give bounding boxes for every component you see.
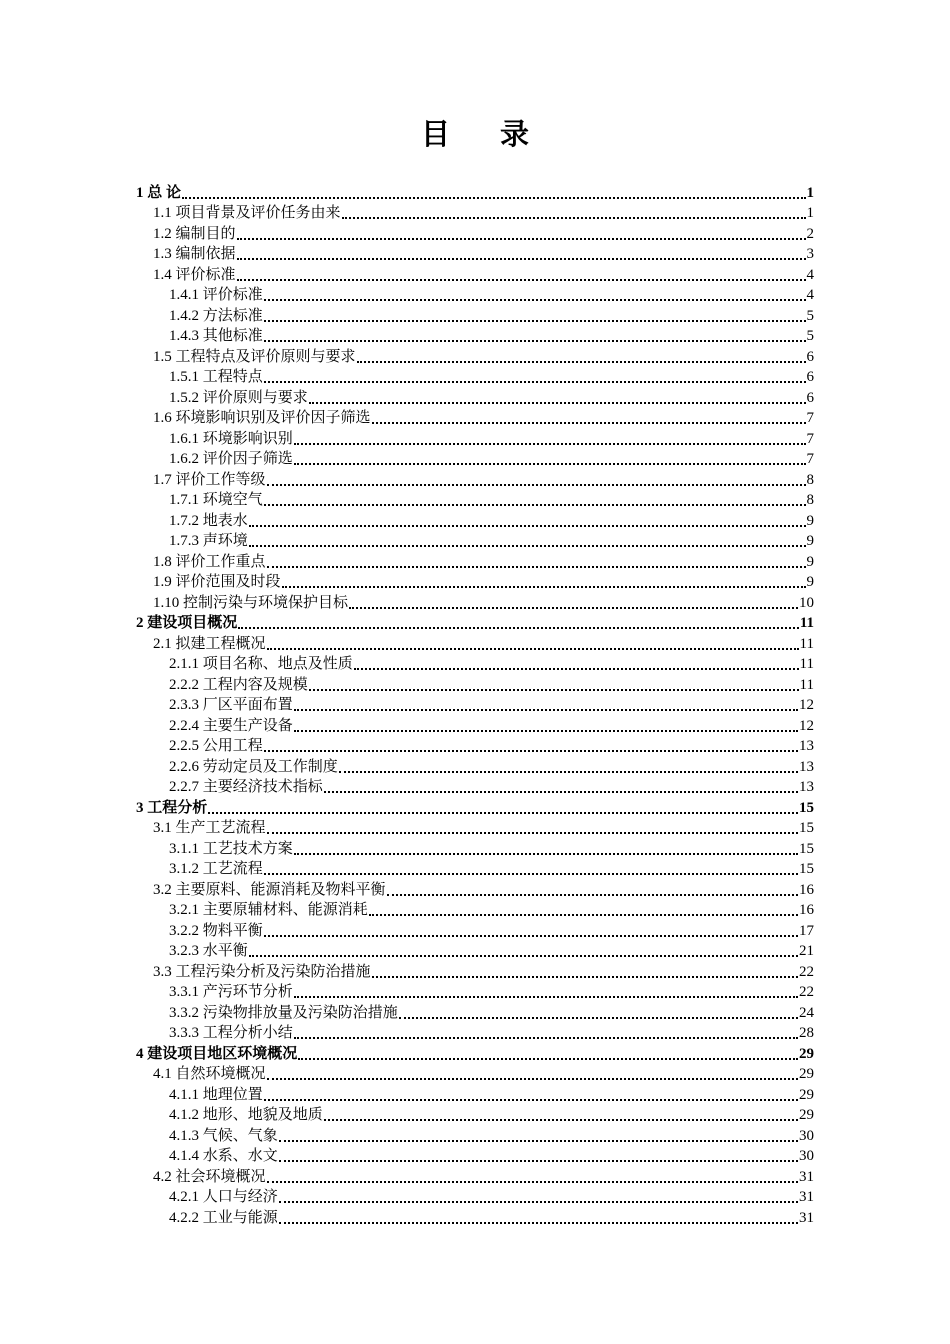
toc-entry-page: 8: [806, 492, 814, 508]
toc-entry-label: 1.4 评价标准: [153, 266, 236, 283]
toc-entry-page: 9: [806, 553, 814, 570]
toc-entry-page: 1: [806, 205, 814, 221]
toc-entry[interactable]: [136, 469, 814, 490]
toc-entry-label: 4 建设项目地区环境概况: [136, 1045, 298, 1062]
toc-entry-page: 29: [799, 1086, 814, 1103]
toc-entry-page: 31: [799, 1209, 814, 1226]
toc-entry-page: 13: [799, 758, 814, 775]
toc-entry-page: 31: [799, 1189, 814, 1205]
toc-entry-label: 3.3 工程污染分析及污染防治措施: [153, 963, 371, 980]
toc-leader-dots: [267, 1181, 798, 1183]
toc-entry-page: 15: [799, 861, 814, 877]
toc-entry-page: 3: [806, 246, 814, 262]
toc-entry-page: 29: [799, 1045, 814, 1062]
toc-entry-page: 10: [799, 594, 814, 611]
table-of-contents: [136, 182, 814, 1228]
toc-leader-dots: [264, 320, 806, 322]
toc-leader-dots: [237, 258, 806, 260]
toc-entry-page: 24: [799, 1004, 814, 1021]
toc-entry[interactable]: [136, 510, 814, 531]
toc-entry-label: 3.3.3 工程分析小结: [169, 1025, 293, 1041]
toc-entry-page: 12: [799, 717, 814, 734]
toc-leader-dots: [372, 976, 798, 978]
toc-entry-label: 1.6.2 评价因子筛选: [169, 451, 293, 467]
toc-entry[interactable]: [136, 1002, 814, 1023]
toc-entry[interactable]: [136, 285, 814, 306]
toc-entry-page: 30: [799, 1127, 814, 1144]
toc-entry-label: 3.3.2 污染物排放量及污染防治措施: [169, 1004, 398, 1021]
toc-leader-dots: [249, 545, 806, 547]
toc-entry-label: 1.6.1 环境影响识别: [169, 430, 293, 447]
toc-leader-dots: [279, 1140, 798, 1142]
toc-leader-dots: [282, 586, 806, 588]
toc-entry-page: 4: [806, 266, 814, 283]
toc-entry[interactable]: [136, 531, 814, 552]
toc-entry[interactable]: [136, 551, 814, 572]
page-title: 目 录: [420, 117, 550, 151]
toc-entry[interactable]: [136, 408, 814, 429]
toc-entry-page: 29: [799, 1066, 814, 1082]
toc-leader-dots: [267, 484, 806, 486]
toc-entry-label: 1 总 论: [136, 184, 182, 201]
toc-entry-label: 4.2.2 工业与能源: [169, 1209, 278, 1226]
toc-entry[interactable]: [136, 305, 814, 326]
toc-entry-label: 3.1.1 工艺技术方案: [169, 840, 293, 857]
toc-leader-dots: [294, 730, 798, 732]
toc-leader-dots: [264, 504, 806, 506]
toc-entry[interactable]: [136, 879, 814, 900]
toc-entry-label: 1.2 编制目的: [153, 225, 236, 242]
toc-entry-page: 7: [806, 451, 814, 467]
toc-entry-label: 3.2.2 物料平衡: [169, 922, 263, 939]
toc-entry[interactable]: [136, 736, 814, 757]
toc-leader-dots: [182, 197, 805, 199]
toc-entry[interactable]: [136, 777, 814, 798]
toc-leader-dots: [342, 217, 806, 219]
toc-entry[interactable]: [136, 449, 814, 470]
toc-entry-page: 9: [806, 574, 814, 590]
toc-entry[interactable]: [136, 1207, 814, 1228]
toc-leader-dots: [264, 381, 806, 383]
toc-entry-page: 5: [806, 328, 814, 344]
toc-entry-label: 3.2 主要原料、能源消耗及物料平衡: [153, 881, 386, 898]
toc-entry-page: 5: [806, 307, 814, 324]
toc-leader-dots: [294, 709, 798, 711]
toc-entry-label: 1.10 控制污染与环境保护目标: [153, 594, 349, 611]
toc-entry-label: 3.1.2 工艺流程: [169, 861, 263, 877]
toc-entry-label: 2.2.2 工程内容及规模: [169, 676, 308, 693]
toc-leader-dots: [294, 853, 798, 855]
toc-leader-dots: [309, 689, 799, 691]
toc-entry[interactable]: [136, 1064, 814, 1085]
toc-entry[interactable]: [136, 1187, 814, 1208]
toc-entry[interactable]: [136, 695, 814, 716]
toc-entry[interactable]: [136, 1043, 814, 1064]
toc-leader-dots: [324, 791, 798, 793]
toc-leader-dots: [298, 1058, 798, 1060]
toc-entry-label: 1.8 评价工作重点: [153, 553, 266, 570]
toc-entry-page: 22: [799, 984, 814, 1000]
toc-entry-label: 3 工程分析: [136, 799, 208, 816]
toc-entry[interactable]: [136, 920, 814, 941]
toc-entry-label: 2.1 拟建工程概况: [153, 635, 266, 652]
toc-entry[interactable]: [136, 346, 814, 367]
toc-leader-dots: [399, 1017, 798, 1019]
toc-entry-label: 1.5.1 工程特点: [169, 369, 263, 385]
toc-leader-dots: [309, 402, 806, 404]
toc-entry-label: 1.1 项目背景及评价任务由来: [153, 205, 341, 221]
toc-entry-page: 11: [799, 635, 814, 652]
toc-entry-page: 9: [806, 533, 814, 549]
toc-entry-page: 2: [806, 225, 814, 242]
toc-entry[interactable]: [136, 490, 814, 511]
toc-entry[interactable]: [136, 838, 814, 859]
toc-entry-page: 16: [799, 881, 814, 898]
toc-entry-label: 3.2.3 水平衡: [169, 943, 248, 959]
toc-entry-page: 22: [799, 963, 814, 980]
toc-entry-page: 30: [799, 1148, 814, 1164]
toc-entry-label: 1.9 评价范围及时段: [153, 574, 281, 590]
toc-entry-label: 4.1.1 地理位置: [169, 1086, 263, 1103]
toc-leader-dots: [264, 299, 806, 301]
toc-entry-page: 6: [806, 389, 814, 406]
toc-leader-dots: [294, 443, 806, 445]
toc-leader-dots: [249, 955, 798, 957]
toc-entry[interactable]: [136, 1105, 814, 1126]
toc-leader-dots: [294, 996, 798, 998]
toc-entry[interactable]: [136, 982, 814, 1003]
toc-leader-dots: [237, 238, 806, 240]
toc-entry[interactable]: [136, 572, 814, 593]
toc-entry[interactable]: [136, 326, 814, 347]
toc-entry[interactable]: [136, 367, 814, 388]
toc-entry[interactable]: [136, 674, 814, 695]
toc-entry[interactable]: [136, 182, 814, 203]
toc-entry-label: 1.6 环境影响识别及评价因子筛选: [153, 410, 371, 426]
toc-entry-label: 4.1.3 气候、气象: [169, 1127, 278, 1144]
toc-leader-dots: [357, 361, 806, 363]
toc-leader-dots: [267, 648, 799, 650]
toc-entry-page: 7: [806, 430, 814, 447]
toc-entry-label: 2 建设项目概况: [136, 615, 238, 631]
toc-entry-page: 6: [806, 369, 814, 385]
toc-entry-page: 9: [806, 512, 814, 529]
toc-leader-dots: [237, 279, 806, 281]
toc-leader-dots: [264, 935, 798, 937]
toc-entry-page: 12: [799, 697, 814, 713]
toc-entry[interactable]: [136, 654, 814, 675]
toc-leader-dots: [349, 607, 798, 609]
toc-entry-label: 2.3.3 厂区平面布置: [169, 697, 293, 713]
toc-entry-page: 11: [799, 615, 814, 631]
toc-entry-page: 11: [799, 656, 814, 672]
toc-leader-dots: [369, 914, 798, 916]
toc-entry[interactable]: [136, 1125, 814, 1146]
toc-entry-page: 13: [799, 738, 814, 754]
toc-entry[interactable]: [136, 1023, 814, 1044]
toc-leader-dots: [264, 873, 798, 875]
toc-entry[interactable]: [136, 244, 814, 265]
toc-entry[interactable]: [136, 756, 814, 777]
toc-leader-dots: [249, 525, 806, 527]
toc-entry-label: 1.4.1 评价标准: [169, 287, 263, 303]
toc-leader-dots: [387, 894, 798, 896]
toc-entry-label: 1.5.2 评价原则与要求: [169, 389, 308, 406]
toc-entry-page: 11: [799, 676, 814, 693]
toc-leader-dots: [267, 1078, 798, 1080]
toc-entry-page: 13: [799, 779, 814, 795]
toc-entry[interactable]: [136, 818, 814, 839]
toc-entry[interactable]: [136, 900, 814, 921]
toc-leader-dots: [264, 750, 798, 752]
toc-entry-label: 2.2.6 劳动定员及工作制度: [169, 758, 338, 775]
toc-entry-page: 29: [799, 1107, 814, 1123]
toc-entry-page: 16: [799, 902, 814, 918]
toc-entry-page: 15: [799, 820, 814, 836]
toc-entry[interactable]: [136, 633, 814, 654]
toc-leader-dots: [339, 771, 798, 773]
toc-entry-label: 1.7.2 地表水: [169, 512, 248, 529]
toc-entry-label: 3.2.1 主要原辅材料、能源消耗: [169, 902, 368, 918]
toc-entry-label: 1.7.3 声环境: [169, 533, 248, 549]
toc-entry-label: 1.7.1 环境空气: [169, 492, 263, 508]
toc-entry-page: 15: [799, 840, 814, 857]
toc-entry-label: 2.2.4 主要生产设备: [169, 717, 293, 734]
toc-entry-label: 4.1 自然环境概况: [153, 1066, 266, 1082]
toc-entry-page: 1: [806, 184, 814, 201]
toc-entry[interactable]: [136, 592, 814, 613]
toc-entry-page: 7: [806, 410, 814, 426]
toc-entry-label: 3.3.1 产污环节分析: [169, 984, 293, 1000]
toc-entry-page: 31: [799, 1168, 814, 1185]
toc-entry[interactable]: [136, 961, 814, 982]
toc-entry[interactable]: [136, 1146, 814, 1167]
toc-entry-label: 2.2.7 主要经济技术指标: [169, 779, 323, 795]
toc-entry-label: 1.4.2 方法标准: [169, 307, 263, 324]
toc-entry[interactable]: [136, 264, 814, 285]
toc-entry-label: 2.1.1 项目名称、地点及性质: [169, 656, 353, 672]
toc-entry-page: 17: [799, 922, 814, 939]
toc-entry-label: 1.3 编制依据: [153, 246, 236, 262]
toc-leader-dots: [279, 1160, 798, 1162]
toc-leader-dots: [354, 668, 799, 670]
toc-leader-dots: [372, 422, 806, 424]
toc-leader-dots: [264, 1099, 798, 1101]
toc-entry[interactable]: [136, 428, 814, 449]
toc-entry[interactable]: [136, 859, 814, 880]
toc-leader-dots: [238, 627, 799, 629]
toc-leader-dots: [208, 812, 798, 814]
toc-entry-page: 15: [799, 799, 814, 816]
toc-entry[interactable]: [136, 941, 814, 962]
toc-leader-dots: [267, 566, 806, 568]
toc-entry-label: 1.4.3 其他标准: [169, 328, 263, 344]
toc-leader-dots: [264, 340, 806, 342]
toc-entry-page: 8: [806, 471, 814, 488]
toc-entry[interactable]: [136, 715, 814, 736]
toc-entry-page: 4: [806, 287, 814, 303]
toc-entry-page: 6: [806, 348, 814, 365]
toc-entry[interactable]: [136, 387, 814, 408]
toc-entry-label: 1.7 评价工作等级: [153, 471, 266, 488]
toc-entry[interactable]: [136, 203, 814, 224]
toc-leader-dots: [279, 1201, 798, 1203]
toc-entry-label: 3.1 生产工艺流程: [153, 820, 266, 836]
toc-entry-label: 4.1.2 地形、地貌及地质: [169, 1107, 323, 1123]
toc-entry-label: 4.2.1 人口与经济: [169, 1189, 278, 1205]
toc-leader-dots: [279, 1222, 798, 1224]
toc-entry[interactable]: [136, 223, 814, 244]
toc-entry[interactable]: [136, 1084, 814, 1105]
toc-entry[interactable]: [136, 613, 814, 634]
toc-leader-dots: [267, 832, 798, 834]
toc-entry-label: 2.2.5 公用工程: [169, 738, 263, 754]
toc-entry-page: 28: [799, 1025, 814, 1041]
toc-entry[interactable]: [136, 797, 814, 818]
toc-entry-label: 1.5 工程特点及评价原则与要求: [153, 348, 356, 365]
toc-entry[interactable]: [136, 1166, 814, 1187]
toc-leader-dots: [294, 463, 806, 465]
toc-leader-dots: [324, 1119, 798, 1121]
toc-leader-dots: [294, 1037, 798, 1039]
toc-entry-page: 21: [799, 943, 814, 959]
toc-entry-label: 4.2 社会环境概况: [153, 1168, 266, 1185]
toc-entry-label: 4.1.4 水系、水文: [169, 1148, 278, 1164]
